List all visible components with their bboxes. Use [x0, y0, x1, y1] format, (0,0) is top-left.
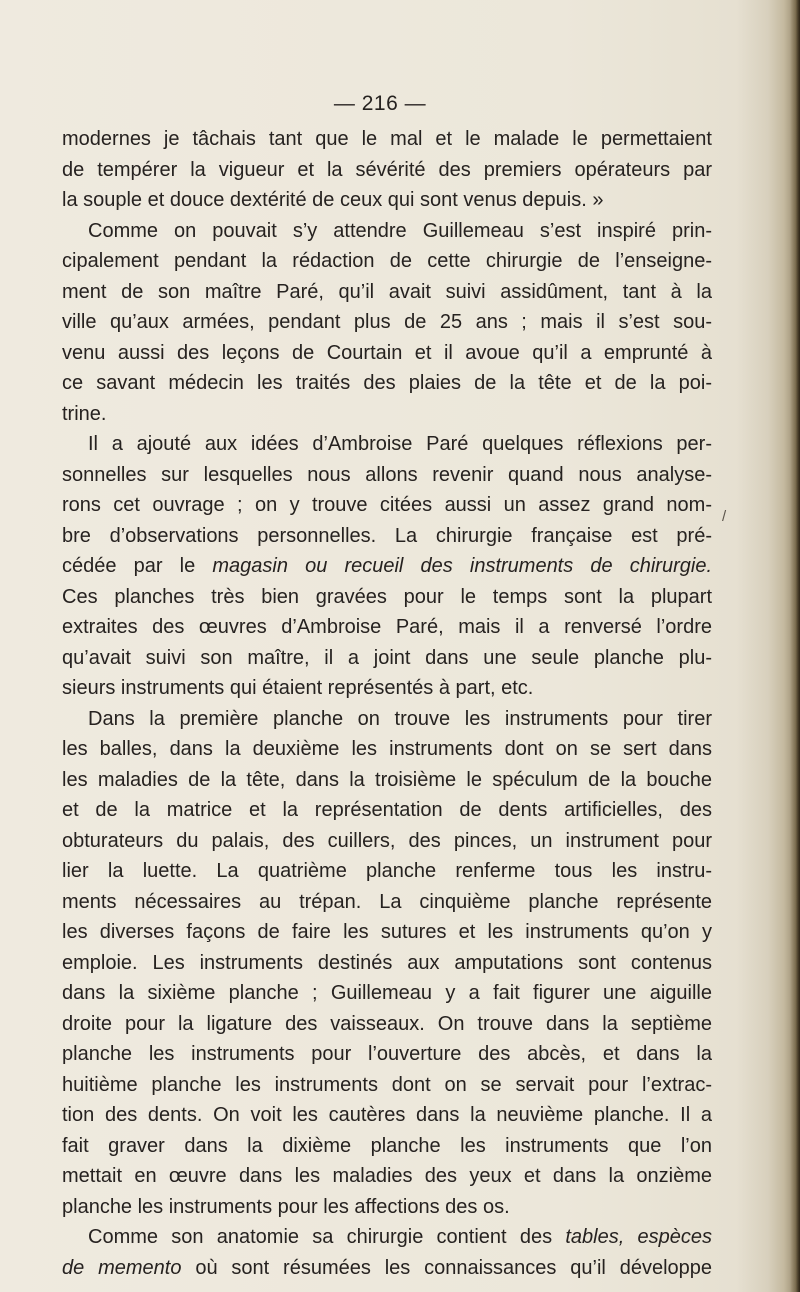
line-text: Ces planches très bien gravées pour le temps sont la plupart: [62, 585, 712, 608]
book-spine-shadow: [790, 0, 800, 1292]
text-line: [62, 399, 712, 430]
text-line: [62, 1253, 712, 1284]
line-text: extraites des œuvres d’Ambroise Paré, mais il a renversé l’ordre: [62, 616, 712, 638]
line-text: cipalement pendant la rédaction de cette chirurgie de l’enseigne-: [62, 250, 712, 272]
line-text: Comme on pouvait s’y attendre Guillemeau s’est inspiré prin-: [88, 219, 712, 242]
line-text: où sont résumées les connaissances qu’il développe: [181, 1256, 712, 1279]
text-line: [62, 704, 712, 735]
text-line: [62, 826, 712, 857]
line-text: mettait en œuvre dans les maladies des yeux et dans la onzième: [62, 1165, 712, 1187]
text-line: [62, 856, 712, 887]
line-text: sonnelles sur lesquelles nous allons revenir quand nous analyse-: [62, 463, 712, 486]
text-line: [62, 307, 712, 338]
text-line: [62, 917, 712, 948]
line-text: ville qu’aux armées, pendant plus de 25 ans ; mais il s’est sou-: [62, 311, 712, 333]
text-line: [62, 1070, 712, 1101]
text-line: [62, 216, 712, 247]
line-text: Il a ajouté aux idées d’Ambroise Paré quelques réflexions per-: [88, 433, 712, 455]
text-line: [62, 612, 712, 643]
text-line: [62, 795, 712, 826]
line-text: planche les instruments pour l’ouverture des abcès, et dans la: [62, 1043, 712, 1065]
line-text: fait graver dans la dixième planche les instruments que l’on: [62, 1134, 712, 1157]
text-line: [62, 734, 712, 765]
line-text: rons cet ouvrage ; on y trouve citées aussi un assez grand nom-: [62, 494, 712, 516]
line-text: modernes je tâchais tant que le mal et le malade le permettaient: [62, 128, 712, 150]
text-line: [62, 1192, 712, 1223]
text-line: [62, 643, 712, 674]
italic-text: tables, espèces: [565, 1226, 712, 1248]
line-text: sieurs instruments qui étaient représentés à part, etc.: [62, 677, 534, 699]
text-line: [62, 277, 712, 308]
line-text: la souple et douce dextérité de ceux qui sont venus depuis. »: [62, 189, 604, 211]
text-line: [62, 460, 712, 491]
text-line: [62, 429, 712, 460]
line-text: droite pour la ligature des vaisseaux. On trouve dans la septième: [62, 1012, 712, 1035]
text-line: [62, 1039, 712, 1070]
line-text: ments nécessaires au trépan. La cinquième planche représente: [62, 890, 712, 913]
italic-text: magasin ou recueil des instruments de chirurgie.: [212, 555, 712, 577]
line-text: qu’avait suivi son maître, il a joint dans une seule planche plu-: [62, 646, 712, 669]
text-line: [62, 582, 712, 613]
line-text: lier la luette. La quatrième planche renferme tous les instru-: [62, 860, 712, 882]
line-text: trine.: [62, 402, 107, 425]
page-number: — 216 —: [333, 92, 427, 115]
line-text: planche les instruments pour les affections des os.: [62, 1195, 510, 1218]
text-line: [62, 1009, 712, 1040]
text-line: [62, 185, 712, 216]
line-text: obturateurs du palais, des cuillers, des pinces, un instrument pour: [62, 829, 712, 852]
line-text: venu aussi des leçons de Courtain et il avoue qu’il a emprunté à: [62, 341, 712, 364]
text-line: [62, 673, 712, 704]
text-line: [62, 1222, 712, 1253]
line-text: ce savant médecin les traités des plaies de la tête et de la poi-: [62, 372, 712, 394]
line-text: tion des dents. On voit les cautères dans la neuvième planche. Il a: [62, 1104, 712, 1126]
text-line: [62, 521, 712, 552]
line-text: ment de son maître Paré, qu’il avait suivi assidûment, tant à la: [62, 280, 712, 303]
line-text: de tempérer la vigueur et la sévérité des premiers opérateurs par: [62, 158, 712, 181]
text-line: [62, 1131, 712, 1162]
text-line: [62, 765, 712, 796]
line-text: cédée par le: [62, 555, 213, 577]
line-text: dans la sixième planche ; Guillemeau y a fait figurer une aiguille: [62, 982, 712, 1004]
line-text: les diverses façons de faire les sutures et les instruments qu’on y: [62, 921, 712, 943]
text-line: [62, 338, 712, 369]
line-text: les maladies de la tête, dans la troisième le spéculum de la bouche: [62, 768, 712, 791]
line-text: huitième planche les instruments dont on se servait pour l’extrac-: [62, 1073, 712, 1096]
text-line: [62, 124, 712, 155]
line-text: Dans la première planche on trouve les instruments pour tirer: [88, 707, 712, 730]
line-text: et de la matrice et la représentation de dents artificielles, des: [62, 799, 712, 821]
line-text: Comme son anatomie sa chirurgie contient des: [88, 1226, 566, 1248]
line-text: bre d’observations personnelles. La chirurgie française est pré-: [62, 524, 712, 547]
body-text: [62, 124, 712, 1283]
text-line: [62, 948, 712, 979]
text-line: [62, 551, 712, 582]
text-line: [62, 490, 712, 521]
line-text: les balles, dans la deuxième les instruments dont on se sert dans: [62, 738, 712, 760]
text-line: [62, 155, 712, 186]
margin-mark: /: [722, 508, 727, 525]
text-line: [62, 1161, 712, 1192]
text-line: [62, 978, 712, 1009]
line-text: emploie. Les instruments destinés aux amputations sont contenus: [62, 951, 712, 974]
italic-text: de memento: [62, 1256, 182, 1279]
text-line: [62, 368, 712, 399]
text-line: [62, 887, 712, 918]
text-line: [62, 246, 712, 277]
text-line: [62, 1100, 712, 1131]
